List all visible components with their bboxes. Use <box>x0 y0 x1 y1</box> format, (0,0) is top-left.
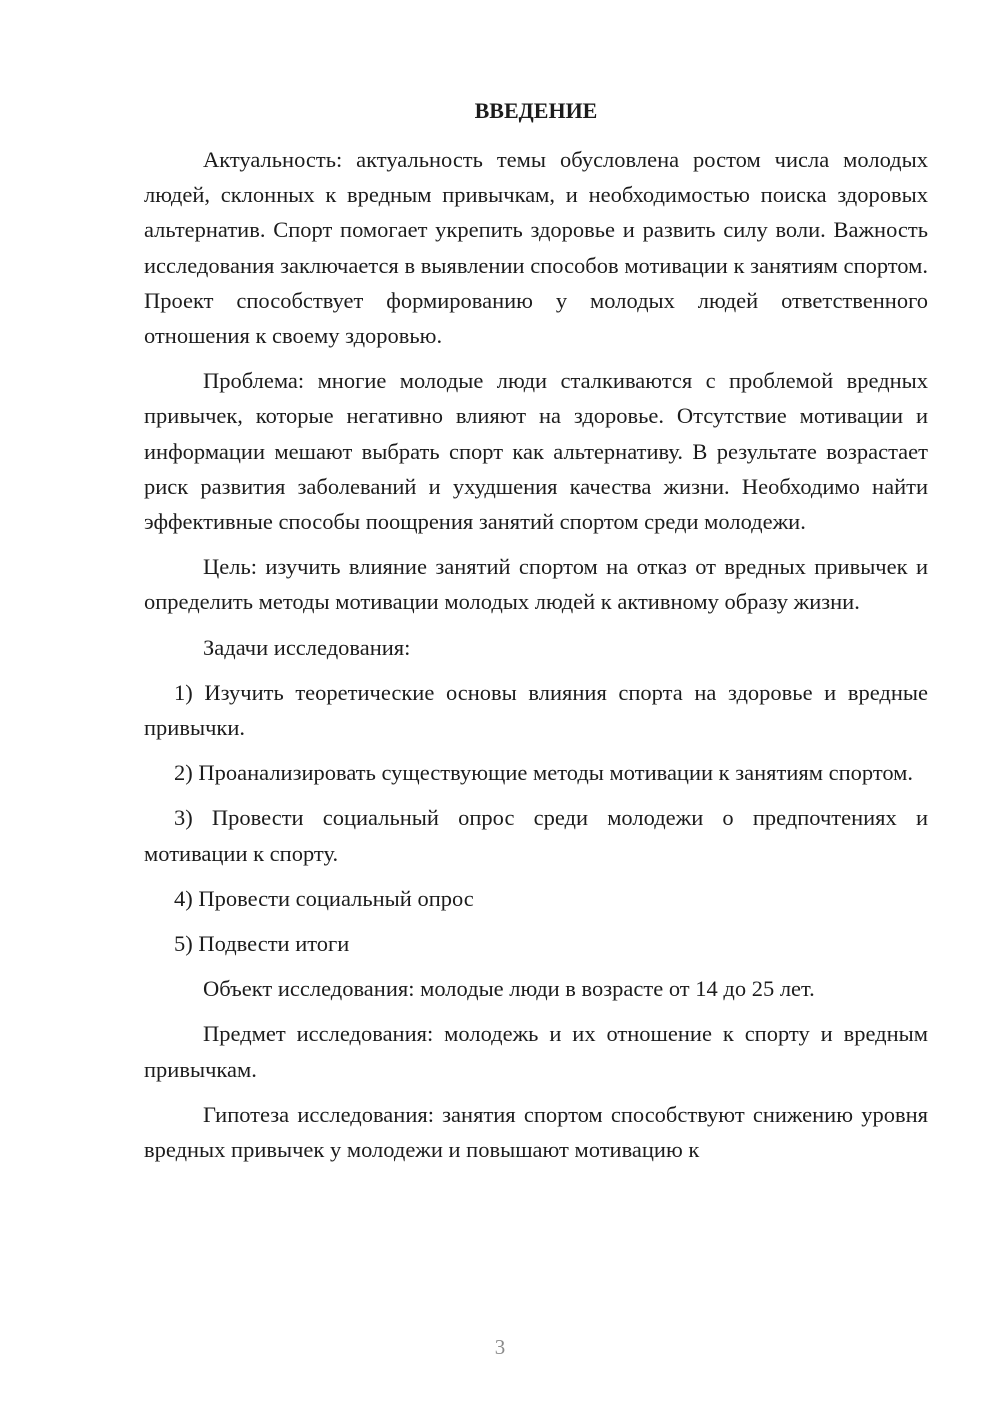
paragraph-goal: Цель: изучить влияние занятий спортом на отказ от вредных привычек и определить методы мотивации молодых людей к активному образу жизни. <box>144 554 928 615</box>
paragraph-relevance: Актуальность: актуальность темы обусловлена ростом числа молодых людей, склонных к вредным привычкам, и необходимостью поиска здоровых альтернатив. Спорт помогает укрепить здоровье и развить силу воли. Важность исследования заключается в выявлении способов мотивации к занятиям спортом. Проект способствует формированию у молодых людей ответственного отношения к своему здоровью. <box>144 147 928 349</box>
page-number: 3 <box>494 1335 506 1359</box>
paragraph-problem: Проблема: многие молодые люди сталкиваются с проблемой вредных привычек, которые негативно влияют на здоровье. Отсутствие мотивации и информации мешают выбрать спорт как альтернативу. В результате возрастает риск развития заболеваний и ухудшения качества жизни. Необходимо найти эффективные способы поощрения занятий спортом среди молодежи. <box>144 368 928 535</box>
document-body <box>144 142 928 1177</box>
tasks-heading: Задачи исследования: <box>203 634 411 660</box>
paragraph-hypothesis: Гипотеза исследования: занятия спортом способствуют снижению уровня вредных привычек у молодежи и повышают мотивацию к <box>144 1101 928 1163</box>
paragraph-subject: Предмет исследования: молодежь и их отношение к спорту и вредным привычкам. <box>144 1021 928 1082</box>
task-item-4: 4) Провести социальный опрос <box>174 885 474 911</box>
task-item-3: 3) Провести социальный опрос среди молодежи о предпочтениях и мотивации к спорту. <box>144 805 928 866</box>
task-item-2: 2) Проанализировать существующие методы мотивации к занятиям спортом. <box>174 760 914 786</box>
task-item-1: 1) Изучить теоретические основы влияния спорта на здоровье и вредные привычки. <box>144 679 928 741</box>
paragraph-object: Объект исследования: молодые люди в возрасте от 14 до 25 лет. <box>203 976 815 1002</box>
task-item-5: 5) Подвести итоги <box>174 931 350 957</box>
page-title: ВВЕДЕНИЕ <box>474 98 598 123</box>
